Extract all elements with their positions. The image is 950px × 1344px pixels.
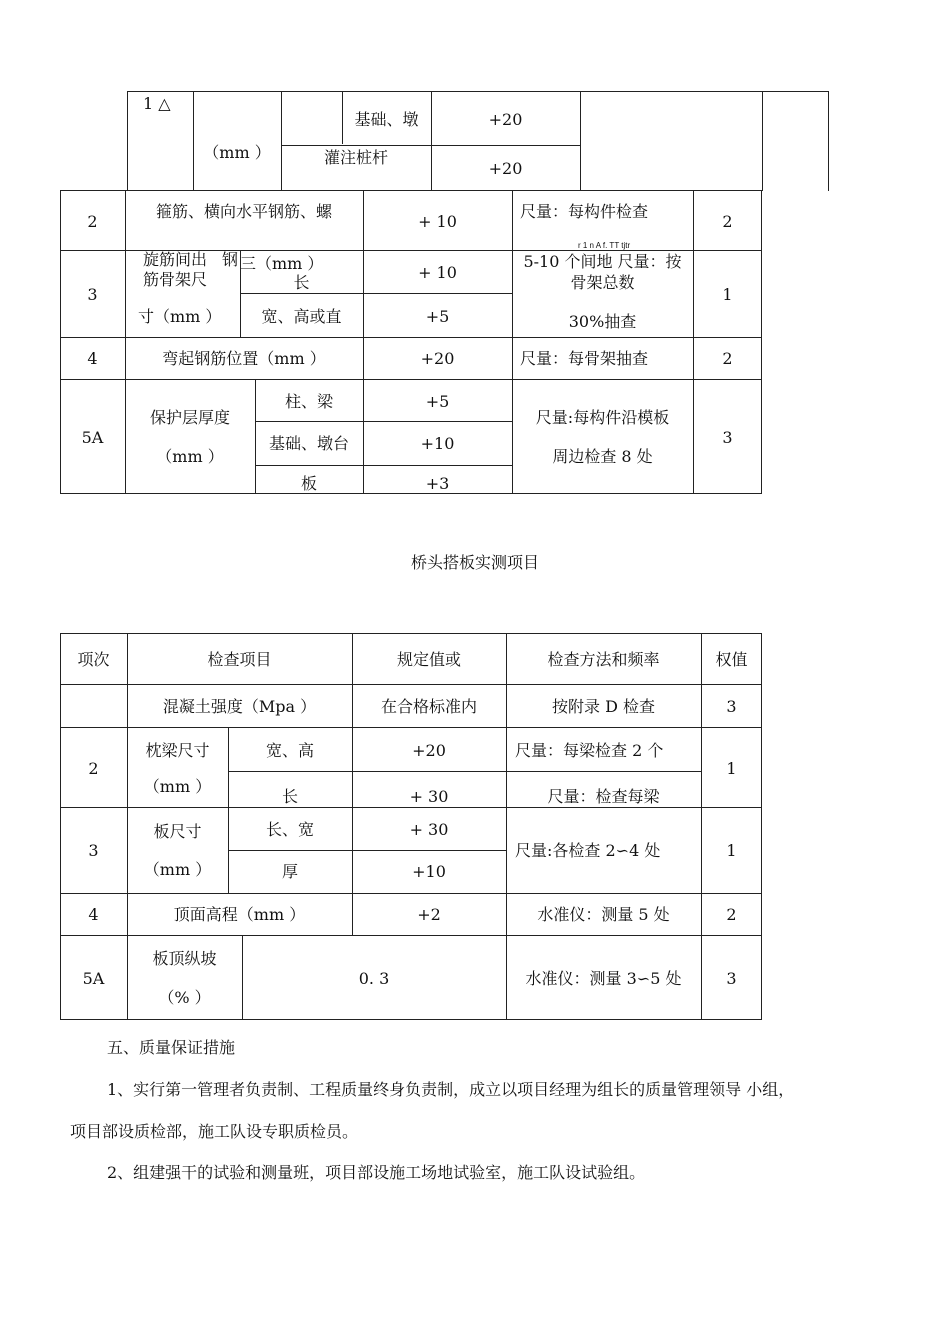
grid-line xyxy=(60,684,762,685)
sub-item: 宽、高或直 xyxy=(261,307,342,326)
item-unit: （mm ） xyxy=(143,777,212,796)
spec-value: 0. 3 xyxy=(358,969,390,988)
item-name: 混凝土强度（Mpa ） xyxy=(162,697,317,716)
check-method: 尺量:各检查 2∽4 处 xyxy=(515,841,661,860)
spec-value: +10 xyxy=(412,862,446,881)
row-number: 4 xyxy=(87,349,98,368)
item-name: 弯起钢筋位置（mm ） xyxy=(162,349,326,368)
section-heading: 五、质量保证措施 xyxy=(107,1038,236,1057)
spec-value: +10 xyxy=(420,434,455,453)
check-method: 30%抽查 xyxy=(568,312,637,331)
item-unit: （mm ） xyxy=(156,447,224,466)
header-cell: 权值 xyxy=(715,650,748,669)
header-cell: 检查项目 xyxy=(207,650,272,669)
grid-line xyxy=(352,633,353,935)
item-name: 三（mm ） xyxy=(240,254,324,273)
check-method: 周边检查 8 处 xyxy=(552,447,653,466)
spec-value: + 30 xyxy=(409,787,449,806)
spec-value: 在合格标准内 xyxy=(380,697,477,716)
row-number: 1 △ xyxy=(143,94,171,113)
spec-value: + 10 xyxy=(418,212,457,231)
grid-line xyxy=(60,893,762,894)
grid-line xyxy=(506,633,507,1020)
check-method: 按附录 D 检查 xyxy=(551,697,655,716)
weight: 1 xyxy=(726,841,737,860)
weight: 2 xyxy=(722,349,733,368)
spec-value: +20 xyxy=(488,110,523,129)
grid-line xyxy=(60,337,762,338)
header-cell: 规定值或 xyxy=(396,650,461,669)
table-caption: 桥头搭板实测项目 xyxy=(410,553,539,572)
paragraph: 1、实行第一管理者负责制、工程质量终身负责制，成立以项目经理为组长的质量管理领导 小组， xyxy=(107,1080,795,1099)
item-name: 钢 xyxy=(222,250,239,269)
sub-item: 长、宽 xyxy=(265,820,314,839)
grid-line xyxy=(762,91,763,191)
weight: 1 xyxy=(722,285,733,304)
row-number: 5A xyxy=(82,969,105,988)
grid-line xyxy=(127,91,128,191)
sub-item: 基础、墩台 xyxy=(268,434,349,453)
sub-item: 柱、梁 xyxy=(284,392,333,411)
grid-line xyxy=(127,91,829,92)
paragraph: 项目部设质检部，施工队设专职质检员。 xyxy=(70,1122,359,1141)
weight: 3 xyxy=(726,697,737,716)
item-name: 筋骨架尺 xyxy=(143,270,208,289)
sub-item: 宽、高 xyxy=(265,741,314,760)
paragraph: 2、组建强干的试验和测量班，项目部设施工场地试验室，施工队设试验组。 xyxy=(107,1163,646,1182)
row-number: 3 xyxy=(87,285,98,304)
spec-value: +5 xyxy=(425,307,450,326)
row-number: 4 xyxy=(88,905,99,924)
check-method: 水准仪：测量 3∽5 处 xyxy=(525,969,682,988)
row-number: 2 xyxy=(87,212,98,231)
check-method: 尺量：每梁检查 2 个 xyxy=(515,741,664,760)
item-name: 保护层厚度 xyxy=(149,408,230,427)
grid-line xyxy=(828,91,829,191)
grid-line xyxy=(60,379,762,380)
sub-item: 长 xyxy=(293,273,310,292)
check-method: 尺量：每构件检查 xyxy=(520,202,649,221)
check-method: 尺量：检查每梁 xyxy=(547,787,660,806)
grid-line xyxy=(281,91,282,191)
spec-value: + 30 xyxy=(409,820,449,839)
spec-value: + 10 xyxy=(418,263,457,282)
grid-line xyxy=(60,807,762,808)
check-method: 尺量：每骨架抽查 xyxy=(520,349,649,368)
header-cell: 检查方法和频率 xyxy=(547,650,660,669)
weight: 3 xyxy=(722,428,733,447)
spec-value: +3 xyxy=(425,474,450,493)
grid-line xyxy=(255,465,513,466)
check-method: 5-10 个间地 尺量：按 xyxy=(523,252,682,271)
grid-line xyxy=(193,91,194,191)
weight: 1 xyxy=(726,759,737,778)
check-method: 水准仪：测量 5 处 xyxy=(537,905,670,924)
item-name: 板顶纵坡 xyxy=(152,949,217,968)
item-unit: （mm ） xyxy=(143,860,212,879)
item-name: 板尺寸 xyxy=(153,822,202,841)
row-number: 2 xyxy=(88,759,99,778)
weight: 3 xyxy=(726,969,737,988)
weight: 2 xyxy=(722,212,733,231)
row-number: 3 xyxy=(88,841,99,860)
spec-value: +5 xyxy=(425,392,450,411)
sub-item: 基础、墩 xyxy=(354,110,419,129)
spec-value: +20 xyxy=(412,741,446,760)
grid-line xyxy=(60,727,762,728)
grid-line xyxy=(228,771,701,772)
item-name: 箍筋、横向水平钢筋、螺 xyxy=(155,202,332,221)
item-unit: 寸（mm ） xyxy=(138,307,222,326)
spec-value: +20 xyxy=(420,349,455,368)
sub-item: 长 xyxy=(281,787,298,806)
row-number: 5A xyxy=(81,428,104,447)
header-cell: 项次 xyxy=(77,650,110,669)
weight: 2 xyxy=(726,905,737,924)
item-unit: （mm ） xyxy=(203,143,271,162)
item-unit: （% ） xyxy=(158,988,211,1007)
item-name: 顶面高程（mm ） xyxy=(173,905,306,924)
grid-line xyxy=(281,145,581,146)
spec-value: +2 xyxy=(417,905,441,924)
item-name: 枕梁尺寸 xyxy=(145,741,210,760)
grid-line xyxy=(693,190,694,494)
sub-item: 板 xyxy=(300,474,317,493)
check-method: 尺量:每构件沿模板 xyxy=(535,408,670,427)
grid-line xyxy=(228,850,507,851)
grid-line xyxy=(60,935,762,936)
grid-line xyxy=(580,91,581,191)
spec-value: +20 xyxy=(488,159,523,178)
sub-item: 厚 xyxy=(281,862,298,881)
grid-line xyxy=(255,421,513,422)
item-name: 旋筋间出 xyxy=(143,250,208,269)
check-method: 骨架总数 xyxy=(570,273,635,292)
grid-line xyxy=(240,293,513,294)
grid-line xyxy=(701,633,702,1020)
stray-text: r 1 n A f. TT tjtr xyxy=(578,241,631,250)
sub-item: 灌注桩杆 xyxy=(323,148,388,167)
